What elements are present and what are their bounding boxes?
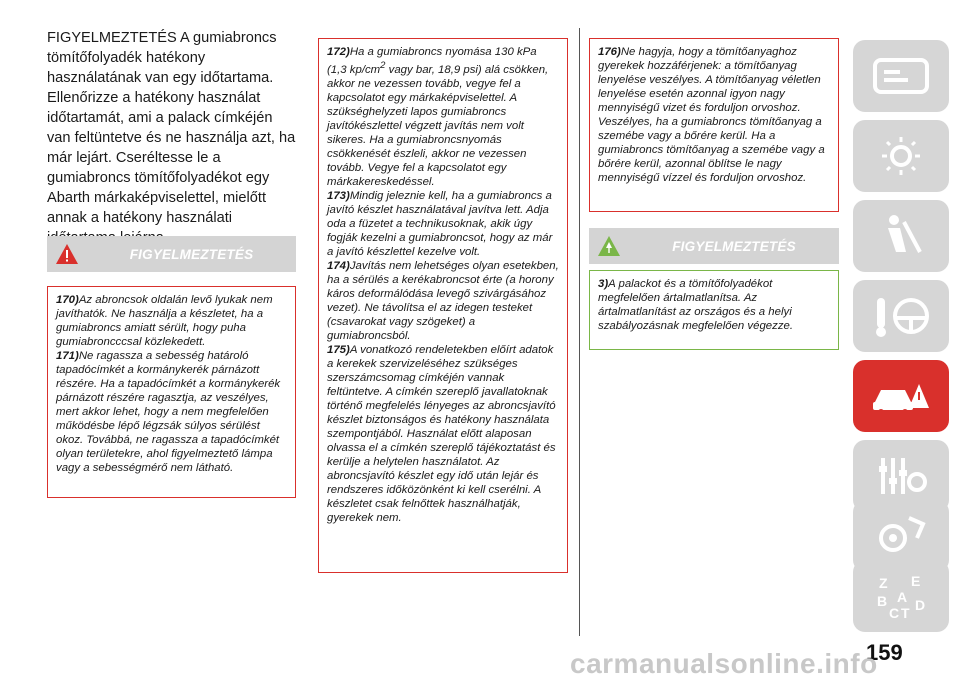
warning-lights-icon[interactable]: [853, 120, 949, 192]
note-number: 174): [327, 259, 350, 272]
index-icon[interactable]: [853, 560, 949, 632]
note-number: 172): [327, 46, 350, 58]
warning-triangle-icon: [47, 243, 87, 265]
warning-box-172-175: [318, 38, 568, 573]
note-text: A palackot és a tömítőfolyadékot megfelelően ártalmatlanítsa. Az ártalmatlanítást az országos és a helyi szabályozásnak megfelelően végezze.: [598, 278, 794, 332]
note-text: Ne ragassza a sebesség határoló tapadócímkét a kormánykerék párnázott részére. Ha a tapadócímkét a kormánykerék párnázott részére ragasztja, az veszélyes, mert akkor lehet, hogy a nem megfelelően működésbe lépő légzsák súlyos sérülést okoz. Továbbá, ne ragassza a tapadócímkét olyan területekre, ahol figyelmeztető lámpa vagy a sebességmérő nem látható.: [56, 350, 281, 474]
environment-box-3: [589, 270, 839, 350]
note-number: 176): [598, 46, 621, 58]
note-text: Ha a gumiabroncs nyomása 130 kPa (1,3 kp/cm: [327, 46, 537, 76]
note-text: Ne hagyja, hogy a tömítőanyaghoz gyerekek hozzáférjenek: a tömítőanyag lenyelése veszélyes. A tömítőanyag véletlen lenyelése esetén azonnal igyon nagy mennyiségű vizet és forduljon orvoshoz. Veszélyes, ha a gumiabroncs tömítőanyag a szemébe vagy a bőrére kerül. Ha a gumiabroncs tömítőanyag a szemébe vagy a bőrére kerül, azonnal öblítse le nagy mennyiségű vízzel és forduljon orvoshoz.: [598, 46, 825, 184]
note-text: A vonatkozó rendeletekben előírt adatok a kerekek szervizeléséhez szükséges szerszámcsomag címkéjén vannak feltüntetve. A címkén szereplő javallatoknak történő megfelelés lényeges az abroncsjavító készlet biztonságos és hatékony használata szempontjából. Használat előtt alaposan olvassa el a címkén szereplő tájékoztatást és kerülje a helytelen használatot. Az abroncsjavító készlet egy idő után lejár és rendszeres időközönként ki kell cserélni. A készletet csak felnőttek használhatják, gyerekek nem.: [327, 343, 556, 524]
svg-text:C: C: [889, 605, 900, 621]
note-number: 173): [327, 189, 350, 202]
car-dashboard-icon[interactable]: [853, 40, 949, 112]
watermark-text: carmanualsonline.info: [570, 648, 878, 679]
svg-text:B: B: [877, 593, 888, 609]
svg-text:D: D: [915, 597, 926, 613]
warning-box-170-171: [47, 286, 296, 498]
note-superscript: 2: [380, 60, 386, 71]
note-text: Javítás nem lehetséges olyan esetekben, ha a sérülés a kerékabroncsot érte (a horony káros deformálódása levegő szivárgásához vezet). Ne távolítsa el az idegen testeket (csavarokat vagy szögeket) a gumiabroncsból.: [327, 259, 559, 342]
safety-icon[interactable]: [853, 200, 949, 272]
svg-text:T: T: [901, 605, 910, 621]
note-text: Mindig jeleznie kell, ha a gumiabroncs a javító készlet használatával javítva lett. Adja oda a füzetet a technikusoknak, akik úgy fogják kezelni a gumiabroncsot, hogy az már a javító készlettel kezelve volt.: [327, 189, 553, 258]
environment-icon: [589, 235, 629, 257]
warning-header-green: [589, 228, 839, 264]
note-number: 171): [56, 350, 79, 362]
svg-text:A: A: [897, 589, 908, 605]
svg-text:E: E: [911, 573, 921, 589]
intro-paragraph: FIGYELMEZTETÉS A gumiabroncs tömítőfolyadék hatékony használatának van egy időtartama. Ellenőrizze a hatékony használat időtartamát, ami a palack címkéjén van feltüntetve és ne használja azt, ha már lejárt. Cseréltesse le a gumiabroncs tömítőfolyadékot egy Abarth márkaképviselettel, mielőtt annak a hatékony használati: [47, 30, 296, 226]
key-steering-icon[interactable]: [853, 280, 949, 352]
warning-title: FIGYELMEZTETÉS: [129, 246, 254, 262]
warning-box-176: [589, 38, 839, 212]
emergency-icon[interactable]: [853, 360, 949, 432]
note-text: Az abroncsok oldalán levő lyukak nem javíthatók. Ne használja a készletet, ha a gumiabroncs amiatt sérült, hogy puha gumiabroncccsal közlekedett.: [56, 294, 273, 348]
note-number: 175): [327, 343, 350, 356]
warning-title: FIGYELMEZTETÉS: [672, 238, 796, 254]
note-text: vagy bar, 18,9 psi) alá csökken, akkor ne vezessen tovább, vegye fel a kapcsolatot egy márkaképviselettel. A szükséghelyzeti lapos gumiabroncs javítókészlettel végzett javítás nem volt sikeres. Ha a gumiabroncsnyomás csökkenését észleli, akkor ne vezessen tovább. Vegye fel a kapcsolatot egy márkakereskedéssel.: [327, 63, 549, 188]
svg-text:Z: Z: [879, 575, 888, 591]
column-divider: [579, 28, 580, 636]
warning-header-red: [47, 236, 296, 272]
note-number: 170): [56, 294, 79, 306]
page-number: 159: [866, 640, 903, 665]
note-number: 3): [598, 278, 609, 290]
